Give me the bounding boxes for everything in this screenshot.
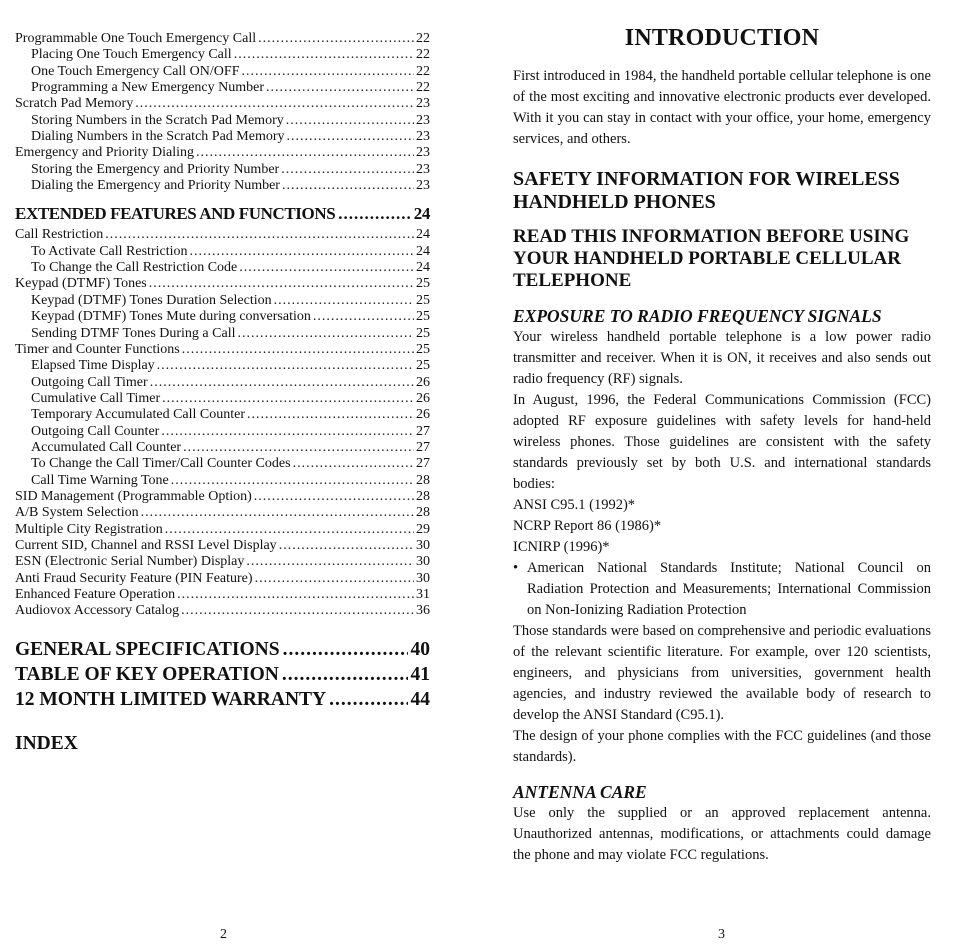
toc-entry-title: To Change the Call Restriction Code	[31, 260, 238, 276]
toc-index-title: INDEX	[15, 732, 78, 754]
toc-entry	[15, 227, 430, 243]
toc-entry-title: Keypad (DTMF) Tones Duration Selection	[31, 292, 272, 308]
toc-entry	[15, 505, 430, 521]
toc-entry-page: 23	[416, 178, 430, 194]
toc-leader-dots	[313, 309, 414, 325]
toc-entry-title: A/B System Selection	[15, 505, 139, 521]
toc-leader-dots	[105, 227, 414, 243]
toc-entry-page: 27	[416, 439, 430, 455]
toc-section-title: GENERAL SPECIFICATIONS	[15, 638, 280, 660]
toc-entry	[15, 293, 430, 309]
toc-leader-dots	[190, 244, 415, 260]
page-number-right: 3	[718, 927, 725, 942]
toc-entry-page: 23	[416, 96, 430, 112]
toc-entry-page: 36	[416, 603, 430, 619]
toc-entry-title: Emergency and Priority Dialing	[15, 145, 194, 161]
toc-leader-dots	[286, 113, 414, 129]
toc-leader-dots	[196, 145, 414, 161]
toc-entry	[15, 587, 430, 603]
toc-leader-dots	[150, 375, 414, 391]
toc-entry-title: Enhanced Feature Operation	[15, 587, 176, 602]
toc-leader-dots	[141, 505, 414, 521]
toc-entry-page: 24	[413, 204, 430, 224]
toc-entry-page: 22	[416, 80, 430, 96]
toc-entry	[15, 47, 430, 63]
toc-leader-dots	[171, 473, 414, 489]
toc-entry-page: 23	[416, 145, 430, 161]
toc-entry-title: Storing Numbers in the Scratch Pad Memory	[31, 112, 284, 128]
toc-leader-dots	[281, 162, 414, 178]
toc-entry-title: Elapsed Time Display	[31, 358, 155, 374]
toc-entry	[15, 96, 430, 112]
safety-heading: SAFETY INFORMATION FOR WIRELESS HANDHELD PHONES	[513, 168, 900, 213]
toc-entry-page: 27	[416, 423, 430, 439]
toc-entry	[15, 538, 430, 554]
toc-entry-page: 25	[416, 276, 430, 292]
toc-entry-title: One Touch Emergency Call ON/OFF	[31, 63, 240, 79]
toc-entry-page: 23	[416, 112, 430, 128]
toc-entry-title: Timer and Counter Functions	[15, 341, 180, 357]
toc-leader-dots	[181, 603, 414, 619]
toc-entry	[15, 522, 430, 538]
intro-paragraph: First introduced in 1984, the handheld portable cellular telephone is one of the most exciting and innovative electronic products ever developed. With it you can stay in contact with your office, your home, emergency services, and others.	[513, 68, 931, 147]
toc-entry	[15, 358, 430, 374]
toc-section-title: 12 MONTH LIMITED WARRANTY	[15, 688, 327, 710]
toc-leader-dots	[338, 204, 411, 224]
toc-entry-title: SID Management (Programmable Option)	[15, 488, 252, 504]
toc-entry-page: 29	[416, 521, 430, 537]
toc-entry	[15, 129, 430, 145]
toc-entry-page: 30	[416, 570, 430, 586]
toc-leader-dots	[183, 440, 414, 456]
standard-ncrp: NCRP Report 86 (1986)*	[513, 518, 662, 534]
toc-entry-page: 22	[416, 47, 430, 63]
toc-entry-title: Sending DTMF Tones During a Call	[31, 325, 236, 341]
toc-entry	[15, 489, 430, 505]
toc-entry-title: Placing One Touch Emergency Call	[31, 47, 232, 63]
toc-entry-title: Dialing the Emergency and Priority Number	[31, 178, 280, 194]
toc-entry-title: Cumulative Call Timer	[31, 390, 161, 406]
toc-leader-dots	[266, 80, 414, 96]
toc-entry	[15, 407, 430, 423]
toc-entry	[15, 276, 430, 292]
toc-entry-page: 24	[416, 227, 430, 243]
toc-section-heading	[15, 204, 430, 224]
toc-entry-page: 27	[416, 456, 430, 472]
toc-leader-dots	[246, 554, 414, 570]
toc-section-page: 41	[410, 663, 430, 685]
toc-entry	[15, 178, 430, 194]
toc-entry-title: Outgoing Call Timer	[31, 374, 148, 390]
toc-entry-page: 22	[416, 31, 430, 46]
toc-entry-title: EXTENDED FEATURES AND FUNCTIONS	[15, 204, 336, 224]
toc-entry-page: 25	[416, 341, 430, 357]
toc-entry-page: 26	[416, 407, 430, 423]
toc-entry-page: 25	[416, 292, 430, 308]
toc-entry-page: 23	[416, 161, 430, 177]
toc-entry-page: 25	[416, 309, 430, 325]
toc-entry	[15, 113, 430, 129]
toc-entry-title: ESN (Electronic Serial Number) Display	[15, 554, 245, 570]
toc-entry	[15, 162, 430, 178]
toc-leader-dots	[165, 522, 414, 538]
toc-entry	[15, 64, 430, 80]
toc-entry	[15, 440, 430, 456]
rf-paragraph-4: The design of your phone complies with the FCC guidelines (and those standards).	[513, 728, 931, 765]
toc-entry-page: 31	[416, 587, 430, 602]
toc-leader-dots	[255, 571, 414, 587]
standards-bodies-bullet	[513, 558, 931, 621]
toc-leader-dots	[258, 31, 414, 47]
toc-entry	[15, 80, 430, 96]
toc-entry-page: 26	[416, 390, 430, 406]
toc-entry-page: 25	[416, 358, 430, 374]
toc-leader-dots	[254, 489, 414, 505]
toc-entry-title: Anti Fraud Security Feature (PIN Feature)	[15, 570, 253, 586]
table-of-contents	[15, 31, 430, 755]
toc-entry-title: Keypad (DTMF) Tones	[15, 276, 147, 292]
toc-leader-dots	[162, 391, 414, 407]
toc-leader-dots	[283, 637, 408, 662]
toc-entry-page: 30	[416, 554, 430, 570]
toc-entry	[15, 342, 430, 358]
toc-entry-title: Storing the Emergency and Priority Number	[31, 161, 280, 177]
toc-entry-page: 23	[416, 129, 430, 145]
toc-section-page: 44	[410, 688, 430, 710]
right-page	[477, 0, 954, 949]
toc-entry-page: 30	[416, 537, 430, 553]
toc-entry	[15, 571, 430, 587]
toc-entry-page: 24	[416, 260, 430, 276]
page-number-left: 2	[220, 927, 227, 942]
bullet-text: American National Standards Institute; National Council on Radiation Protection and Measurements; International Commission on Non-Ionizing Radiation Protection	[527, 560, 931, 618]
toc-entry-title: Programmable One Touch Emergency Call	[15, 31, 257, 46]
toc-leader-dots	[149, 276, 414, 292]
toc-entry	[15, 424, 430, 440]
toc-entry-title: Accumulated Call Counter	[31, 439, 182, 455]
toc-entry-title: Temporary Accumulated Call Counter	[31, 407, 246, 423]
toc-major-section	[15, 687, 430, 712]
antenna-care-paragraph: Use only the supplied or an approved replacement antenna. Unauthorized antennas, modifications, or attachments could damage the phone and may violate FCC regulations.	[513, 805, 931, 863]
toc-entry-title: Multiple City Registration	[15, 521, 163, 537]
toc-entry-page: 24	[416, 243, 430, 259]
antenna-care-heading: ANTENNA CARE	[513, 782, 647, 802]
toc-leader-dots	[161, 424, 414, 440]
toc-leader-dots	[279, 538, 414, 554]
toc-section-page: 40	[410, 638, 430, 660]
standard-icnirp: ICNIRP (1996)*	[513, 539, 610, 555]
toc-leader-dots	[157, 358, 414, 374]
standard-ansi: ANSI C95.1 (1992)*	[513, 497, 636, 513]
toc-entry-title: To Change the Call Timer/Call Counter Codes	[31, 456, 291, 472]
rf-paragraph-2: In August, 1996, the Federal Communications Commission (FCC) adopted RF exposure guidelines with safety levels for hand-held wireless phones. Those guidelines are consistent with the safety standards previously set by both U.S. and international standards bodies:	[513, 392, 931, 492]
toc-entry	[15, 31, 430, 47]
toc-entry-page: 22	[416, 63, 430, 79]
toc-leader-dots	[282, 178, 414, 194]
toc-leader-dots	[287, 129, 414, 145]
toc-entry-title: Scratch Pad Memory	[15, 96, 134, 112]
toc-leader-dots	[329, 687, 407, 712]
toc-entry	[15, 603, 430, 619]
toc-entry-title: Audiovox Accessory Catalog	[15, 603, 180, 619]
toc-leader-dots	[177, 587, 414, 603]
toc-entry	[15, 375, 430, 391]
toc-entry-title: Call Time Warning Tone	[31, 472, 169, 488]
introduction-title: INTRODUCTION	[624, 25, 820, 51]
toc-leader-dots	[274, 293, 414, 309]
bullet-mark: •	[513, 560, 519, 576]
toc-entry-title: To Activate Call Restriction	[31, 243, 188, 259]
toc-entry	[15, 244, 430, 260]
toc-leader-dots	[293, 456, 414, 472]
read-before-using-heading: READ THIS INFORMATION BEFORE USING YOUR HANDHELD PORTABLE CELLULAR TELEPHONE	[513, 226, 910, 291]
toc-entry-page: 25	[416, 325, 430, 341]
toc-leader-dots	[237, 326, 414, 342]
toc-entry	[15, 554, 430, 570]
toc-leader-dots	[241, 64, 414, 80]
toc-leader-dots	[247, 407, 414, 423]
toc-leader-dots	[239, 260, 414, 276]
rf-paragraph-1: Your wireless handheld portable telephone is a low power radio transmitter and receiver. When it is ON, it receives and also sends out radio frequency (RF) signals.	[513, 329, 931, 387]
toc-entry-title: Current SID, Channel and RSSI Level Display	[15, 537, 277, 553]
toc-major-section	[15, 662, 430, 687]
toc-entry	[15, 473, 430, 489]
toc-entry-page: 28	[416, 505, 430, 521]
toc-entry	[15, 456, 430, 472]
toc-major-section	[15, 637, 430, 662]
toc-entry	[15, 391, 430, 407]
right-page-content	[513, 25, 931, 866]
toc-entry-title: Keypad (DTMF) Tones Mute during conversation	[31, 309, 311, 325]
toc-entry-title: Programming a New Emergency Number	[31, 80, 265, 96]
rf-exposure-heading: EXPOSURE TO RADIO FREQUENCY SIGNALS	[513, 306, 882, 326]
toc-entry-title: Call Restriction	[15, 227, 104, 243]
toc-entry-page: 28	[416, 488, 430, 504]
toc-leader-dots	[182, 342, 414, 358]
toc-leader-dots	[282, 662, 408, 687]
rf-paragraph-3: Those standards were based on comprehensive and periodic evaluations of the relevant scientific literature. For example, over 120 scientists, engineers, and physicians from universities, government health agencies, and industry reviewed the available body of research to develop the ANSI Standard (C95.1).	[513, 623, 931, 723]
toc-section-title: TABLE OF KEY OPERATION	[15, 663, 279, 685]
toc-entry	[15, 309, 430, 325]
toc-entry	[15, 326, 430, 342]
toc-entry-title: Outgoing Call Counter	[31, 423, 160, 439]
toc-entry-page: 26	[416, 374, 430, 390]
toc-entry	[15, 145, 430, 161]
toc-entry-title: Dialing Numbers in the Scratch Pad Memory	[31, 129, 285, 145]
toc-entry	[15, 260, 430, 276]
toc-entry-page: 28	[416, 472, 430, 488]
toc-leader-dots	[135, 96, 414, 112]
toc-leader-dots	[234, 47, 414, 63]
